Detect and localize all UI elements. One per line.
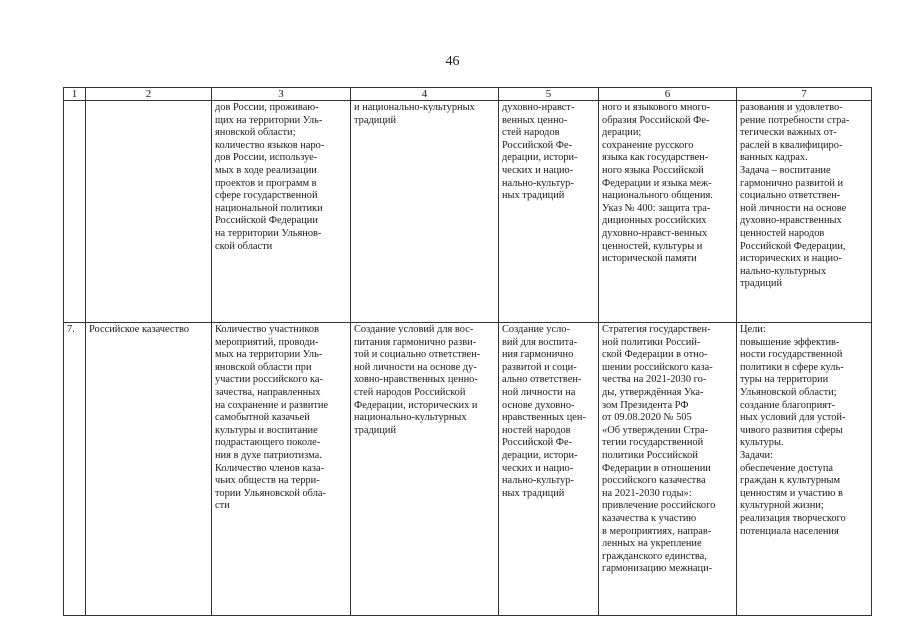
regional-goals-cell: разования и удовлетво- рение потребности стра- тегически важных от- раслей в квалифициро- ванных кадрах. Задача – воспитание гармонично развитой и социально ответствен- ной личности на основе духовно-нравственных ценностей народов Российской Федерации, исторических и нацио- нально-культурных традиций [737, 101, 872, 323]
table-row [64, 323, 872, 616]
regional-goals-cell: Цели: повышение эффектив- ности государственной политики в сфере куль- туры на территории Ульяновской области; создание благоприят- ных условий для устой- чивого развития сферы культуры. Задачи: обеспечение доступа граждан к культурным ценностям и участию в культурной жизни; реализация творческого потенциала населения [737, 323, 872, 616]
table-row [64, 101, 872, 323]
task-cell: духовно-нравст- венных ценно- стей народов Российской Фе- дерации, истори- ческих и нацио- нально-культур- ных традиций [499, 101, 599, 323]
row-number [64, 101, 86, 323]
goal-cell: Создание условий для вос- питания гармонично разви- той и социально ответствен- ной личности на основе ду- ховно-нравственных ценно- стей народов Российской Федерации, исторических и национально-культурных традиций [351, 323, 499, 616]
goal-cell: и национально-культурных традиций [351, 101, 499, 323]
header-col-7: 7 [737, 88, 872, 101]
header-col-2: 2 [86, 88, 212, 101]
row-name: Российское казачество [86, 323, 212, 616]
header-row [64, 88, 872, 101]
task-cell: Создание усло- вий для воспита- ния гармонично развитой и соци- ально ответствен- ной личности на основе духовно- нравственных цен- ностей народов Российской Фе- дерации, истори- ческих и нацио- нально-культур- ных традиций [499, 323, 599, 616]
indicators-cell: Количество участников мероприятий, проводи- мых на территории Уль- яновской области при участии российского ка- зачества, направленных на сохранение и развитие самобытной казачьей культуры и воспитание подрастающего поколе- ния в духе патриотизма. Количество членов каза- чьих обществ на терри- тории Ульяновской обла- сти [212, 323, 351, 616]
header-col-5: 5 [499, 88, 599, 101]
federal-documents-cell: ного и языкового много- образия Российской Фе- дерации; сохранение русского языка как государствен- ного языка Российской Федерации и языка меж- национального общения. Указ № 400: защита тра- диционных российских духовно-нравст-венных ценностей, культуры и исторической памяти [599, 101, 737, 323]
row-number: 7. [64, 323, 86, 616]
row-name [86, 101, 212, 323]
header-col-6: 6 [599, 88, 737, 101]
header-col-1: 1 [64, 88, 86, 101]
document-table [63, 87, 872, 616]
header-col-3: 3 [212, 88, 351, 101]
indicators-cell: дов России, проживаю- щих на территории Уль- яновской области; количество языков наро- дов России, используе- мых в ходе реализации проектов и программ в сфере государственной национальной политики Российской Федерации на территории Ульянов- ской области [212, 101, 351, 323]
federal-documents-cell: Стратегия государствен- ной политики Россий- ской Федерации в отно- шении российского каза- чества на 2021-2030 го- ды, утверждённая Ука- зом Президента РФ от 09.08.2020 № 505 «Об утверждении Стра- тегии государственной политики Российской Федерации в отношении российского казачества на 2021-2030 годы»: привлечение российского казачества к участию в мероприятиях, направ- ленных на укрепление гражданского единства, гармонизацию межнаци- [599, 323, 737, 616]
header-col-4: 4 [351, 88, 499, 101]
page-number: 46 [445, 54, 460, 69]
